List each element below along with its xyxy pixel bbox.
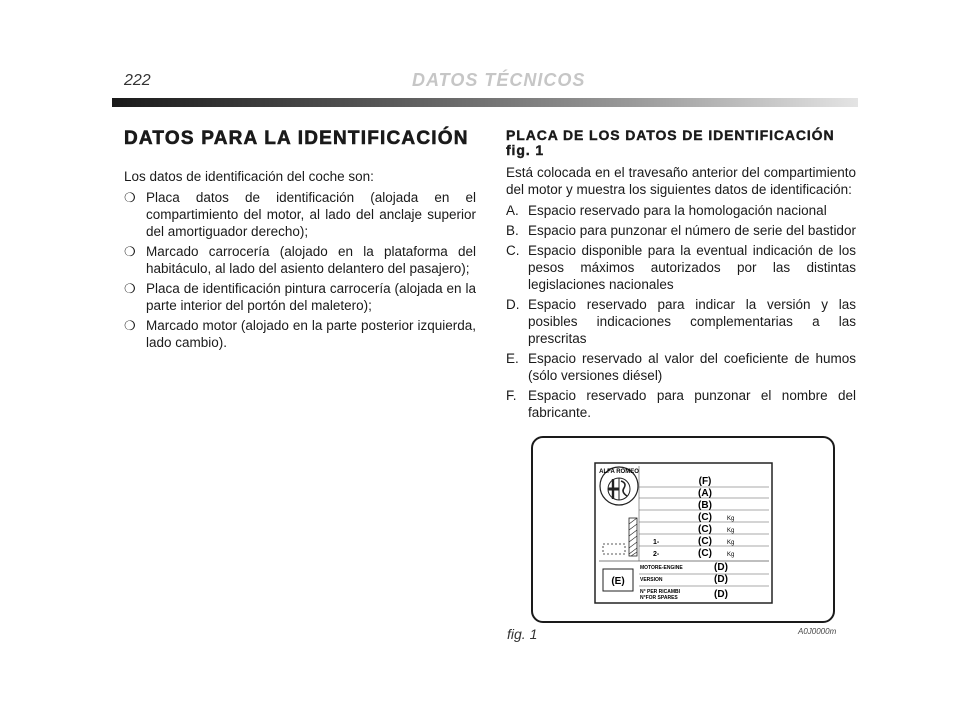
plate-fields-list [506,202,856,421]
list-item-letter: D. [506,297,520,312]
motore-engine-label: MOTORE-ENGINE [640,565,683,571]
list-item [124,280,476,314]
list-item [124,189,476,240]
subsection-heading [506,128,856,158]
list-item [506,350,856,384]
circle-bullet-icon: ❍ [124,281,136,296]
figure-frame [531,436,835,623]
list-item [506,242,856,293]
list-item-text: Espacio para punzonar el número de serie del bastidor [528,223,856,238]
logo-text: ALFA ROMEO [599,469,639,475]
row-prefix-1: 1- [653,539,660,546]
version-label: VERSION [640,577,663,583]
unit-kg: Kg [727,528,735,534]
subsection-fig-ref: fig. 1 [506,142,545,158]
plate-label-d: (D) [714,589,728,600]
circle-bullet-icon: ❍ [124,244,136,259]
running-title: DATOS TÉCNICOS [412,70,586,90]
alfa-romeo-logo-icon [599,467,639,505]
list-item-text: Espacio disponible para la eventual indicación de los pesos máximos autorizados por las distintas legislaciones nacionales [528,243,856,292]
plate-label-f: (F) [698,476,712,487]
unit-kg: Kg [727,552,735,558]
list-item [506,202,856,219]
header-rule [112,98,858,107]
circle-bullet-icon: ❍ [124,190,136,205]
list-item [506,296,856,347]
page-number: 222 [124,72,151,89]
subsection-title: PLACA DE LOS DATOS DE IDENTIFICACIÓN [506,127,835,143]
list-item-text: Espacio reservado para punzonar el nombre del fabricante. [528,388,856,420]
ricambi-label: N° PER RICAMBI [640,589,681,595]
plate-label-a: (A) [698,488,712,499]
list-item-letter: E. [506,351,519,366]
plate-label-b: (B) [698,500,712,511]
plate-label-c: (C) [698,512,712,523]
intro-text: Está colocada en el travesaño anterior del compartimiento del motor y muestra los siguientes datos de identificación: [506,165,856,197]
list-item [124,317,476,351]
plate-label-c: (C) [698,524,712,535]
circle-bullet-icon: ❍ [124,318,136,333]
plate-label-c: (C) [698,548,712,559]
plate-label-e: (E) [611,576,625,587]
list-item-text: Placa de identificación pintura carrocería (alojada en la parte interior del portón del maletero); [146,281,476,313]
list-item-text: Marcado carrocería (alojado en la plataforma del habitáculo, al lado del asiento delantero del pasajero); [146,244,476,276]
intro-text: Los datos de identificación del coche son: [124,169,374,184]
list-item-letter: C. [506,243,520,258]
list-item [506,222,856,239]
list-item-text: Placa datos de identificación (alojada en el compartimiento del motor, al lado del anclaje superior del amortiguador derecho); [146,190,476,239]
list-item-letter: B. [506,223,519,238]
plate-label-d: (D) [714,562,728,573]
spares-label: N°FOR SPARES [640,595,678,601]
figure-caption: fig. 1 [507,626,538,642]
list-item-text: Espacio reservado para indicar la versión y las posibles indicaciones complementarias a las prescritas [528,297,856,346]
figure-code: A0J0000m [798,627,837,636]
list-item [506,387,856,421]
identification-list [124,189,476,351]
section-heading: DATOS PARA LA IDENTIFICACIÓN [124,128,469,149]
plate-label-d: (D) [714,574,728,585]
unit-kg: Kg [727,516,735,522]
list-item-text: Marcado motor (alojado en la parte posterior izquierda, lado cambio). [146,318,476,350]
plate-label-c: (C) [698,536,712,547]
row-prefix-2: 2- [653,551,660,558]
list-item-text: Espacio reservado al valor del coeficiente de humos (sólo versiones diésel) [528,351,856,383]
list-item-letter: A. [506,203,519,218]
list-item [124,243,476,277]
left-column [124,128,476,354]
list-item-text: Espacio reservado para la homologación nacional [528,203,827,218]
list-item-letter: F. [506,388,517,403]
unit-kg: Kg [727,540,735,546]
right-column [506,128,856,424]
identification-plate-illustration [533,438,833,621]
